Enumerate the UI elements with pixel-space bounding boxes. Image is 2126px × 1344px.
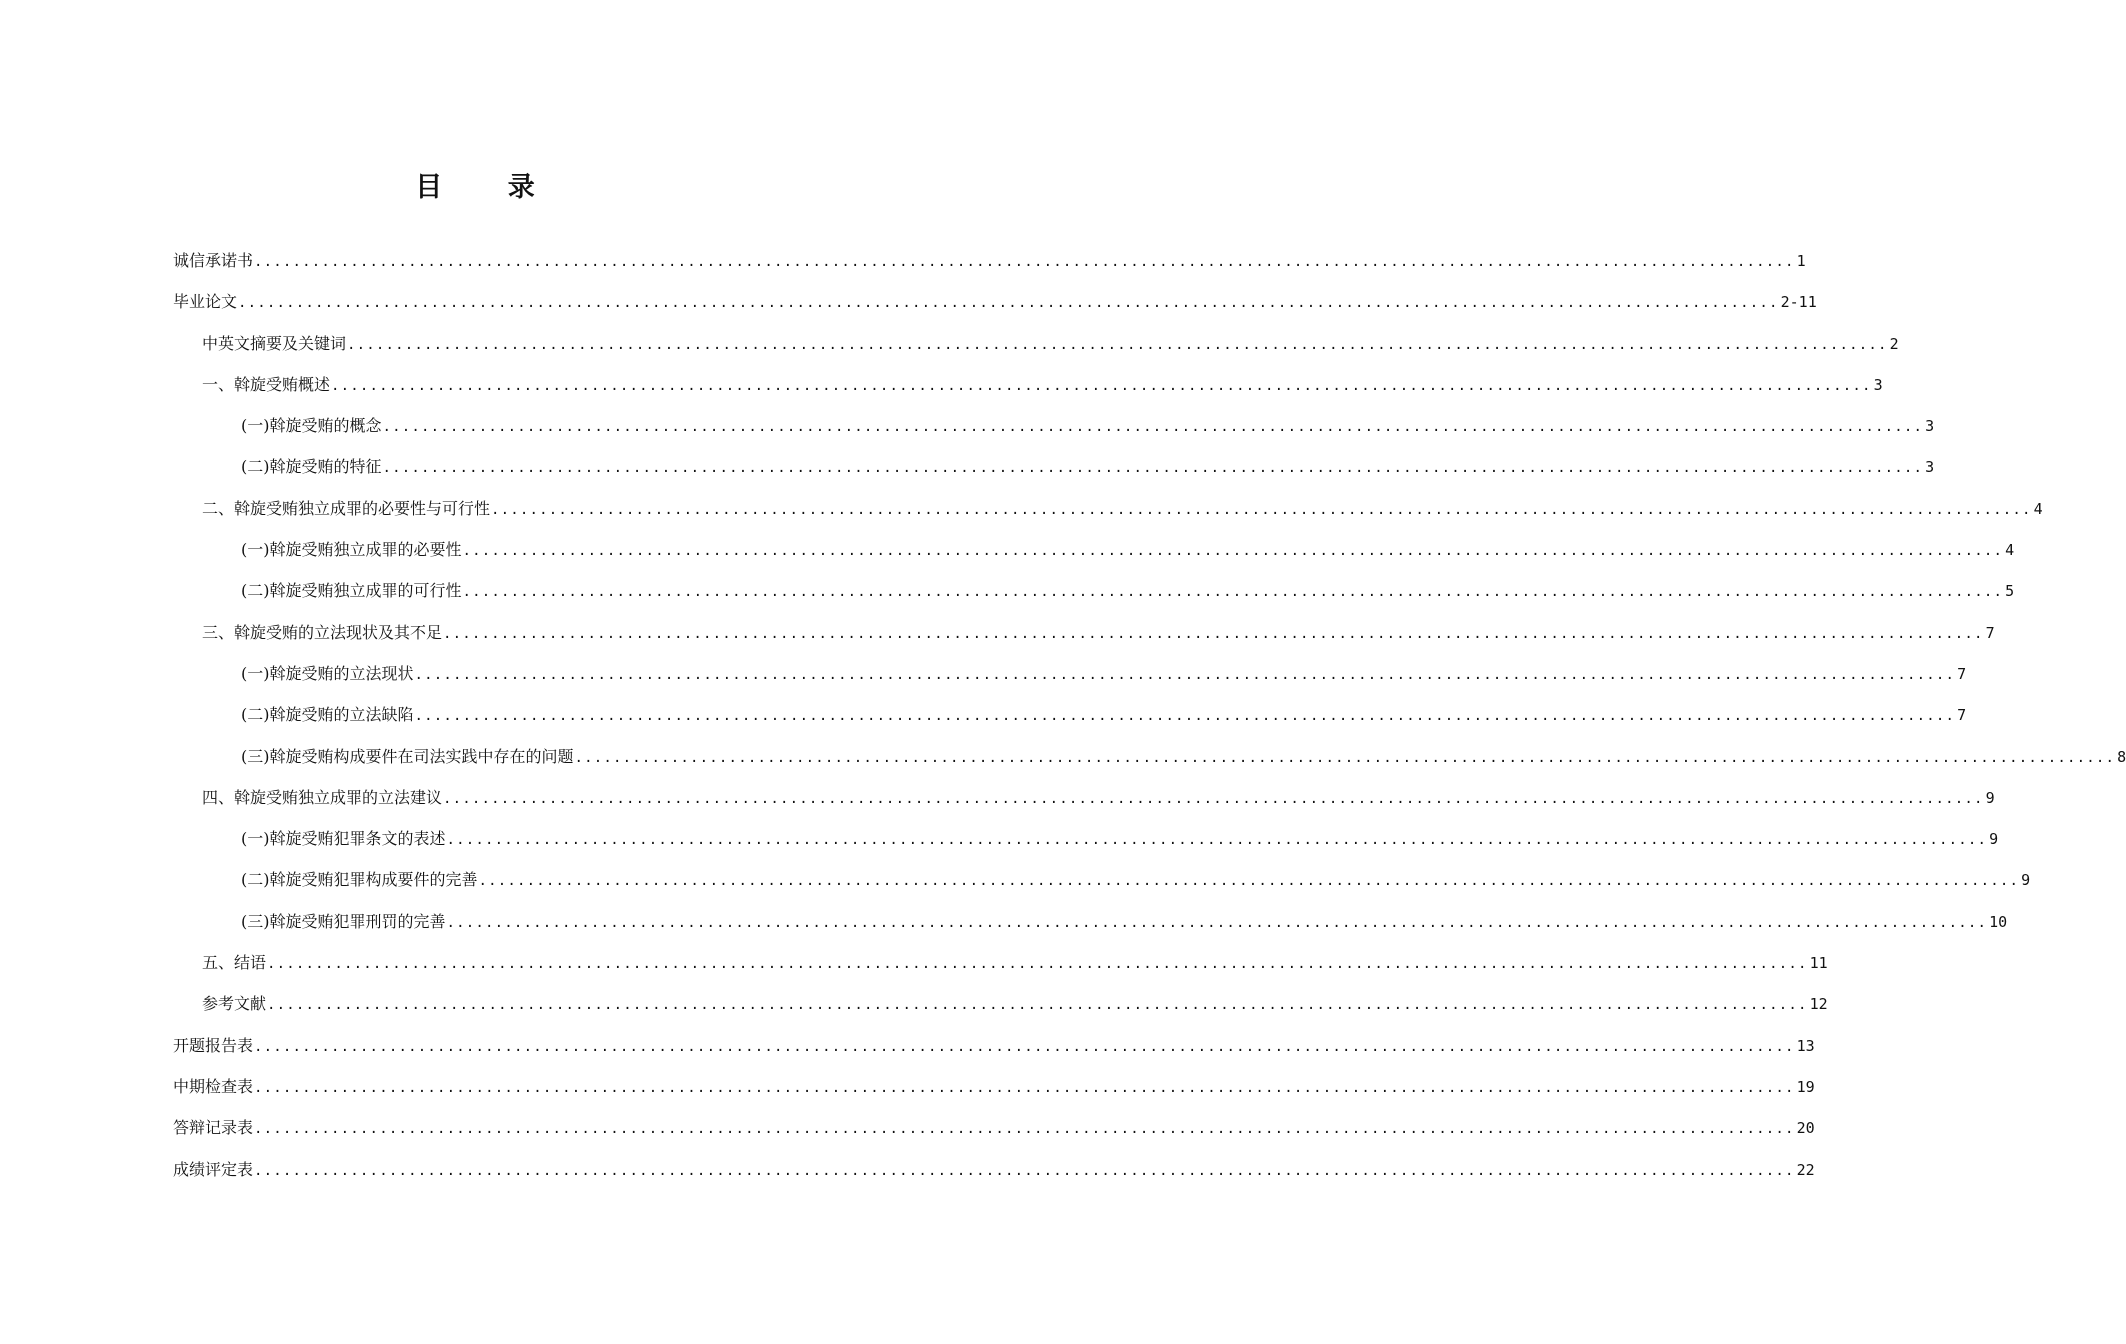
toc-entry-page-number: 19 — [1796, 1077, 1815, 1096]
toc-entry[interactable] — [173, 942, 1828, 983]
toc-entry-label: 成绩评定表 — [173, 1159, 254, 1179]
toc-entry-page-number: 10 — [1989, 912, 2008, 931]
dot-leader: ................................................................................................................................................................ — [462, 584, 2004, 601]
toc-entry-page-number: 11 — [1809, 954, 1828, 973]
toc-entry[interactable] — [173, 859, 2031, 900]
dot-leader: ................................................................................................................................................................ — [331, 377, 1872, 394]
toc-entry-label: 中期检查表 — [173, 1076, 254, 1096]
toc-entry-page-number: 8 — [2117, 747, 2126, 766]
dot-leader: ................................................................................................................................................................ — [574, 749, 2116, 766]
toc-entry-label: (一)斡旋受贿的立法现状 — [241, 663, 414, 683]
toc-entry[interactable] — [173, 446, 1935, 487]
toc-entry-page-number: 4 — [2005, 541, 2015, 560]
toc-entry-page-number: 2 — [1889, 334, 1899, 353]
toc-entry[interactable] — [173, 736, 2126, 777]
dot-leader: ................................................................................................................................................................ — [238, 295, 1779, 312]
toc-entry-label: 中英文摘要及关键词 — [202, 333, 347, 353]
toc-entry-page-number: 3 — [1925, 458, 1935, 477]
toc-entry[interactable] — [173, 405, 1935, 446]
toc-entry-label: 三、斡旋受贿的立法现状及其不足 — [202, 622, 443, 642]
dot-leader: ................................................................................................................................................................ — [443, 790, 1984, 807]
dot-leader: ................................................................................................................................................................ — [414, 708, 1956, 725]
dot-leader: ................................................................................................................................................................ — [443, 625, 1984, 642]
toc-entry-label: 答辩记录表 — [173, 1118, 254, 1138]
toc-entry-label: (二)斡旋受贿的特征 — [241, 457, 382, 477]
toc-entry[interactable] — [173, 1066, 1815, 1107]
toc-entry-page-number: 3 — [1873, 375, 1883, 394]
toc-entry-label: (二)斡旋受贿的立法缺陷 — [241, 705, 414, 725]
toc-entry[interactable] — [173, 529, 2015, 570]
toc-entry-label: 参考文献 — [202, 994, 267, 1014]
dot-leader: ................................................................................................................................................................ — [254, 1121, 1795, 1138]
toc-entry-label: (一)斡旋受贿的概念 — [241, 416, 382, 436]
toc-entry-label: 一、斡旋受贿概述 — [202, 374, 331, 394]
toc-entry-label: 毕业论文 — [173, 292, 238, 312]
toc-entry-page-number: 9 — [1989, 830, 1999, 849]
toc-entry[interactable] — [173, 240, 1806, 281]
toc-entry[interactable] — [173, 777, 1995, 818]
toc-entry-label: (三)斡旋受贿构成要件在司法实践中存在的问题 — [241, 746, 574, 766]
toc-entry-page-number: 7 — [1957, 664, 1967, 683]
toc-entry-page-number: 22 — [1796, 1160, 1815, 1179]
toc-entry-label: (三)斡旋受贿犯罪刑罚的完善 — [241, 911, 446, 931]
dot-leader: ................................................................................................................................................................ — [446, 832, 1988, 849]
toc-entry[interactable] — [173, 901, 2008, 942]
toc-entry-page-number: 12 — [1809, 995, 1828, 1014]
toc-entry-page-number: 5 — [2005, 582, 2015, 601]
toc-entry-label: 开题报告表 — [173, 1035, 254, 1055]
toc-entry[interactable] — [173, 570, 2015, 611]
toc-entry-label: (一)斡旋受贿独立成罪的必要性 — [241, 540, 462, 560]
dot-leader: ................................................................................................................................................................ — [254, 254, 1795, 270]
dot-leader: ................................................................................................................................................................ — [267, 997, 1808, 1014]
dot-leader: ................................................................................................................................................................ — [267, 956, 1808, 973]
toc-entry[interactable] — [173, 488, 2043, 529]
toc-entry-page-number: 7 — [1985, 623, 1995, 642]
toc-entry[interactable] — [173, 281, 1817, 322]
dot-leader: ................................................................................................................................................................ — [347, 336, 1888, 353]
toc-entry[interactable] — [173, 1025, 1815, 1066]
page-title: 目 录 — [415, 172, 563, 204]
toc-entry-page-number: 4 — [2033, 499, 2043, 518]
toc-entry-page-number: 7 — [1957, 706, 1967, 725]
toc-entry[interactable] — [173, 323, 1899, 364]
toc-entry-label: 诚信承诺书 — [173, 251, 254, 270]
dot-leader: ................................................................................................................................................................ — [462, 543, 2004, 560]
toc-entry[interactable] — [173, 612, 1995, 653]
toc-entry-label: (一)斡旋受贿犯罪条文的表述 — [241, 829, 446, 849]
toc-entry[interactable] — [173, 1149, 1815, 1190]
dot-leader: ................................................................................................................................................................ — [491, 501, 2032, 518]
table-of-contents — [173, 240, 2126, 1190]
toc-entry-label: 四、斡旋受贿独立成罪的立法建议 — [202, 787, 443, 807]
toc-entry-page-number: 3 — [1925, 417, 1935, 436]
toc-entry[interactable] — [173, 653, 1967, 694]
toc-entry[interactable] — [173, 818, 1999, 859]
toc-entry-page-number: 9 — [1985, 788, 1995, 807]
toc-entry-page-number: 20 — [1796, 1119, 1815, 1138]
toc-entry[interactable] — [173, 1107, 1815, 1148]
dot-leader: ................................................................................................................................................................ — [254, 1079, 1795, 1096]
dot-leader: ................................................................................................................................................................ — [414, 666, 1956, 683]
toc-entry-label: (二)斡旋受贿独立成罪的可行性 — [241, 581, 462, 601]
toc-entry-page-number: 13 — [1796, 1036, 1815, 1055]
toc-entry-label: (二)斡旋受贿犯罪构成要件的完善 — [241, 870, 478, 890]
toc-entry[interactable] — [173, 983, 1828, 1024]
toc-entry-page-number: 2-11 — [1780, 293, 1817, 312]
dot-leader: ................................................................................................................................................................ — [382, 460, 1924, 477]
dot-leader: ................................................................................................................................................................ — [254, 1162, 1795, 1179]
dot-leader: ................................................................................................................................................................ — [254, 1038, 1795, 1055]
toc-entry[interactable] — [173, 364, 1883, 405]
dot-leader: ................................................................................................................................................................ — [382, 419, 1924, 436]
toc-entry[interactable] — [173, 694, 1967, 735]
toc-entry-page-number: 9 — [2021, 871, 2031, 890]
toc-entry-label: 二、斡旋受贿独立成罪的必要性与可行性 — [202, 498, 491, 518]
toc-entry-label: 五、结语 — [202, 953, 267, 973]
dot-leader: ................................................................................................................................................................ — [446, 914, 1988, 931]
dot-leader: ................................................................................................................................................................ — [478, 873, 2020, 890]
toc-entry-page-number: 1 — [1796, 252, 1806, 270]
